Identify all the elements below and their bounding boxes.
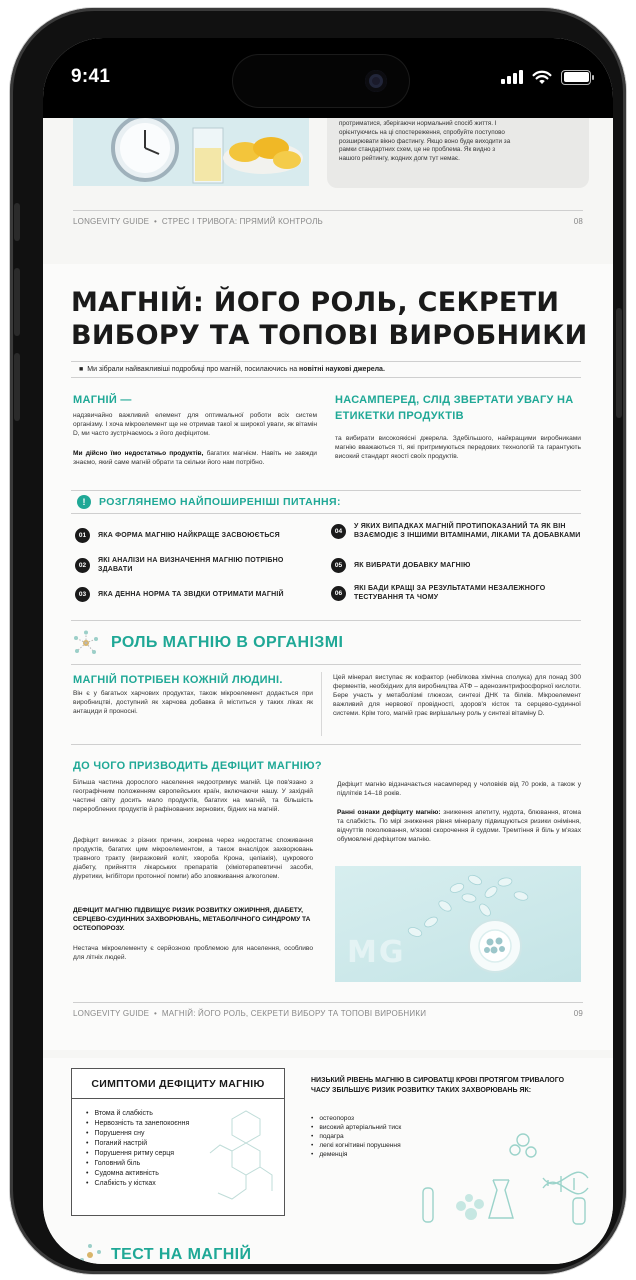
question-number: 06 bbox=[331, 586, 346, 601]
symptom-item: • Судомна активність bbox=[86, 1169, 189, 1179]
page-09 bbox=[43, 264, 613, 1050]
cofactor-text: Цей мінерал виступає як кофактор (небілкова хімічна сполука) для понад 300 ферментів, необхідних для виробництва АТФ – аденозинтрифосфорної кислоти. Бере участь у метаболізмі глюкози, синтезі ДНК та білків. Мікроелемент важливий для нервової провідності, здоров'я кісток та серцево-судинної системи. Крім того, магній грає вирішальну роль у синтезі вітаміну D. bbox=[333, 674, 581, 717]
symptom-item: • Порушення ритму серця bbox=[86, 1149, 189, 1159]
labels-heading: НАСАМПЕРЕД, СЛІД ЗВЕРТАТИ УВАГУ НА ЕТИКЕТКИ ПРОДУКТІВ bbox=[335, 394, 574, 422]
question-text: ЯКІ БАДИ КРАЩІ ЗА РЕЗУЛЬТАТАМИ НЕЗАЛЕЖНОГО ТЕСТУВАННЯ ТА ЧОМУ bbox=[354, 585, 546, 601]
magnesium-text: надзвичайно важливий елемент для оптимальної роботи всіх систем організму. І хоча мікроелемент ще не отримав такої ж широкої уваги, як вітамін D, ми часто зустрічаємось з його дефіцитом. bbox=[73, 412, 317, 437]
symptom-item: • Поганий настрій bbox=[86, 1139, 189, 1149]
everyone-text: Він є у багатьох харчових продуктах, також мікроелемент додається при виробництві, доступний як харчова добавка й міститься у таких ліках як антациди й проносні. bbox=[73, 690, 313, 715]
magnesium-text-tail: багатих магнієм. Навіть не завжди знаємо, який саме магній обрати та скільки його нам потрібно. bbox=[73, 450, 317, 466]
card-line: протриматися, зберігаючи нормальний спосіб життя. І bbox=[339, 120, 497, 127]
page-title: МАГНІЙ: ЙОГО РОЛЬ, СЕКРЕТИ ВИБОРУ ТА ТОПОВІ ВИРОБНИКИ bbox=[71, 287, 588, 351]
document-scroll-area[interactable] bbox=[43, 118, 613, 1264]
risk-item: • подагра bbox=[311, 1132, 401, 1141]
intro-sources-link[interactable]: новітні наукові джерела. bbox=[299, 366, 385, 373]
card-line: нашого рейтингу, жодних догм тут немає. bbox=[339, 155, 460, 163]
divider bbox=[71, 744, 581, 745]
question-item[interactable] bbox=[75, 528, 305, 543]
magnesium-heading: МАГНІЙ — bbox=[73, 394, 132, 406]
question-text: ЯКА ДЕННА НОРМА ТА ЗВІДКИ ОТРИМАТИ МАГНІЙ bbox=[98, 591, 284, 598]
symptoms-box bbox=[71, 1068, 285, 1216]
chemical-structure-icon bbox=[202, 1109, 282, 1213]
question-number: 03 bbox=[75, 587, 90, 602]
power-button bbox=[616, 308, 622, 418]
molecule-icon bbox=[79, 1244, 101, 1264]
cellular-signal-icon bbox=[501, 70, 523, 84]
exclamation-icon: ! bbox=[77, 495, 91, 509]
card-line: розширювати вікно фастингу. Якщо воно буде виходити за bbox=[339, 137, 511, 145]
intro-text: Ми зібрали найважливіші подробиці про магній, посилаючись на bbox=[87, 366, 300, 373]
question-number: 01 bbox=[75, 528, 90, 543]
role-title: РОЛЬ МАГНІЮ В ОРГАНІЗМІ bbox=[111, 634, 344, 651]
wifi-icon bbox=[532, 70, 552, 85]
footer-guide: LONGEVITY GUIDE bbox=[73, 217, 150, 226]
divider bbox=[71, 664, 581, 665]
test-title: ТЕСТ НА МАГНІЙ bbox=[111, 1246, 252, 1263]
footer-section: МАГНІЙ: ЙОГО РОЛЬ, СЕКРЕТИ ВИБОРУ ТА ТОПОВІ ВИРОБНИКИ bbox=[161, 1009, 427, 1018]
status-time: 9:41 bbox=[71, 66, 111, 87]
battery-icon bbox=[561, 70, 591, 85]
action-button bbox=[14, 203, 20, 241]
question-number: 04 bbox=[331, 524, 346, 539]
deficit-paragraph-3: Нестача мікроелементу є серйозною проблемою для населення, особливо для літніх людей. bbox=[73, 945, 313, 961]
symptom-item: • Нервозність та занепокоєння bbox=[86, 1119, 189, 1129]
questions-banner bbox=[71, 490, 581, 514]
question-text: ЯК ВИБРАТИ ДОБАВКУ МАГНІЮ bbox=[354, 562, 471, 569]
dynamic-island bbox=[233, 55, 409, 107]
page-footer: LONGEVITY GUIDE • МАГНІЙ: ЙОГО РОЛЬ, СЕКРЕТИ ВИБОРУ ТА ТОПОВІ ВИРОБНИКИ 09 bbox=[73, 1002, 583, 1018]
deficit-risk-statement: ДЕФІЦИТ МАГНІЮ ПІДВИЩУЄ РИЗИК РОЗВИТКУ ОЖИРІННЯ, ДІАБЕТУ, СЕРЦЕВО-СУДИННИХ ЗАХВОРЮВАНЬ, МЕТАБОЛІЧНОГО СИНДРОМУ ТА ОСТЕОПОРОЗУ. bbox=[73, 907, 311, 932]
volume-down-button bbox=[14, 353, 20, 421]
question-item[interactable] bbox=[331, 584, 581, 602]
column-divider bbox=[321, 672, 322, 736]
question-item[interactable] bbox=[331, 522, 581, 540]
question-text: ЯКА ФОРМА МАГНІЮ НАЙКРАЩЕ ЗАСВОЮЄТЬСЯ bbox=[98, 532, 280, 539]
risk-item: • високий артеріальний тиск bbox=[311, 1123, 401, 1132]
test-section-header bbox=[79, 1244, 251, 1264]
question-number: 05 bbox=[331, 558, 346, 573]
phone-frame bbox=[10, 8, 626, 1274]
symptoms-title: СИМПТОМИ ДЕФІЦИТУ МАГНІЮ bbox=[72, 1069, 284, 1099]
footer-guide: LONGEVITY GUIDE bbox=[73, 1009, 150, 1018]
mg-label: MG bbox=[347, 935, 406, 970]
screen bbox=[43, 38, 613, 1264]
alarm-clock-food-photo bbox=[73, 118, 309, 186]
page-footer: LONGEVITY GUIDE • СТРЕС І ТРИВОГА: ПРЯМИЙ КОНТРОЛЬ 08 bbox=[73, 210, 583, 226]
status-icons bbox=[501, 69, 591, 85]
magnesium-pills-image bbox=[335, 866, 581, 982]
molecule-icon bbox=[73, 630, 99, 656]
deficit-heading: ДО ЧОГО ПРИЗВОДИТЬ ДЕФІЦИТ МАГНІЮ? bbox=[73, 760, 322, 772]
labels-text: та вибирати високоякісні джерела. Здебільшого, найкращими виробниками магнію вважаються ті, які притримуються передових технологій та гарантують високий стандарт якості своїх продуктів. bbox=[335, 435, 581, 460]
question-number: 02 bbox=[75, 558, 90, 573]
page-08 bbox=[43, 118, 613, 256]
risk-item: • легкі когнітивні порушення bbox=[311, 1141, 401, 1150]
magnesium-bold: Ми дійсно їмо недостатньо продуктів, bbox=[73, 450, 204, 457]
question-item[interactable] bbox=[75, 556, 305, 574]
divider bbox=[71, 620, 581, 621]
role-section-header bbox=[71, 624, 581, 662]
footer-section: СТРЕС І ТРИВОГА: ПРЯМИЙ КОНТРОЛЬ bbox=[161, 217, 323, 226]
early-signs-body: зниження апетиту, нудота, блювання, втома та слабкість. По мірі зниження рівня мінералу підвищуються ризики оніміння, відчуттів поколювання, м'язові скорочення й судоми. Тремтіння й біль у м'язах обумовлені дефіцитом магнію. bbox=[337, 809, 581, 843]
intro-line: ■ Ми зібрали найважливіші подробиці про магній, посилаючись на новітні наукові джерела. bbox=[71, 361, 581, 378]
symptom-item: • Втома й слабкість bbox=[86, 1109, 189, 1119]
symptoms-list bbox=[86, 1109, 189, 1189]
deficit-paragraph-2: Дефіцит виникає з різних причин, зокрема через недостатнє споживання продуктів, багатих цим мікроелементом, а також внаслідок захворювань травного тракту (виразковий коліт, хвороба Крона, целіакія), цукрового діабету, прийняття лікарських препаратів (хіміотерапевтичні засоби, діуретики, інгібітори протонної помпи) або зловживання алкоголем. bbox=[73, 837, 313, 880]
early-signs-label: Ранні ознаки дефіциту магнію: bbox=[337, 809, 441, 816]
symptom-item: • Слабкість у кістках bbox=[86, 1179, 189, 1189]
question-item[interactable] bbox=[331, 558, 581, 573]
risk-item: • деменція bbox=[311, 1150, 401, 1159]
page-10 bbox=[43, 1058, 613, 1264]
deficit-right-text: Дефіцит магнію відзначається насамперед у чоловіків від 70 років, а також у підлітків 14–18 років. bbox=[337, 781, 581, 797]
magnesium-text-2 bbox=[73, 449, 317, 467]
risk-item: • остеопороз bbox=[311, 1114, 401, 1123]
lab-illustration bbox=[373, 1118, 593, 1228]
footer-page-number: 08 bbox=[573, 217, 583, 226]
card-line: орієнтуючись на ці спостереження, спробуйте поступово bbox=[339, 128, 505, 136]
symptom-item: • Головний біль bbox=[86, 1159, 189, 1169]
question-item[interactable] bbox=[75, 587, 305, 602]
page-08-text-card bbox=[327, 118, 589, 188]
early-signs-text bbox=[337, 808, 581, 844]
risk-title: НИЗЬКИЙ РІВЕНЬ МАГНІЮ В СИРОВАТЦІ КРОВІ ПРОТЯГОМ ТРИВАЛОГО ЧАСУ ЗБІЛЬШУЄ РИЗИК РОЗВИТКУ ТАКИХ ЗАХВОРЮВАНЬ ЯК: bbox=[311, 1077, 565, 1094]
questions-title: РОЗГЛЯНЕМО НАЙПОШИРЕНІШІ ПИТАННЯ: bbox=[99, 496, 341, 508]
volume-up-button bbox=[14, 268, 20, 336]
symptom-item: • Порушення сну bbox=[86, 1129, 189, 1139]
question-text: У ЯКИХ ВИПАДКАХ МАГНІЙ ПРОТИПОКАЗАНИЙ ТА ЯК ВІН ВЗАЄМОДІЄ З ІНШИМИ ВІТАМІНАМИ, ЛІКАМИ ТА ДОБАВКАМИ bbox=[354, 523, 581, 539]
deficit-paragraph-1: Більша частина дорослого населення недоотримує магній. Це пов'язано з географічним положенням європейських країн, включаючи нашу. У західній частині світу досить мало продуктів, багатих на магній, та більшість перероблених продуктів й рафінованих зернових, бідних на магній. bbox=[73, 779, 313, 813]
status-bar bbox=[43, 38, 613, 118]
footer-page-number: 09 bbox=[573, 1009, 583, 1018]
card-line: рамки стандартних схем, це не проблема. Як видно з bbox=[339, 146, 496, 154]
question-text: ЯКІ АНАЛІЗИ НА ВИЗНАЧЕННЯ МАГНІЮ ПОТРІБНО ЗДАВАТИ bbox=[98, 557, 284, 573]
front-camera bbox=[365, 70, 387, 92]
everyone-heading: МАГНІЙ ПОТРІБЕН КОЖНІЙ ЛЮДИНІ. bbox=[73, 674, 283, 686]
